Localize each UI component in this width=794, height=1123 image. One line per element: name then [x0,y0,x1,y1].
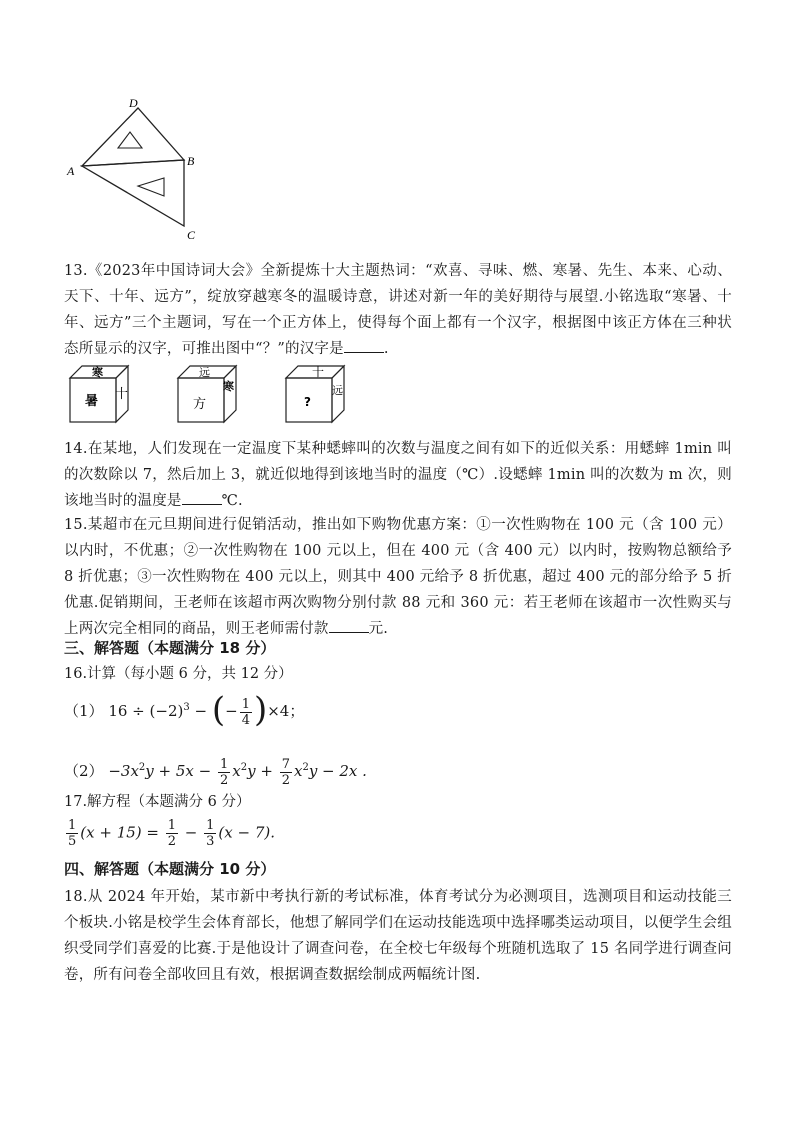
question-14 [64,436,732,514]
q16-p1-b: − [194,702,212,720]
cube-3-top: 十 [312,365,325,379]
q16-p2-d: y + [247,762,278,780]
question-16-part-2: $(2) -3x^2y + 5x$ − $\frac{1}{2}$ $x^2y$ + $\frac{7}{2}$ $x^2y - 2x$ . [64,756,367,788]
question-17-title: 17.解方程（本题满分 6 分） [64,794,251,810]
question-15 [64,512,732,642]
triangle-ruler-figure [60,92,210,242]
q17-fraction-3: $\frac{1}{3}$ [206,818,215,849]
q17-a: (x + 15) = [80,823,164,842]
cube-2-top: 远 [199,366,210,379]
cube-1-front: 暑 [85,394,99,409]
cube-1-right: 十 [115,387,129,402]
q16-p2-fraction-1: $\frac{1}{2}$ [219,756,229,788]
cubes-figure [66,360,366,430]
cube-2-right: 寒 [223,380,234,393]
cube-2-front: 方 [193,397,207,412]
section-3-heading: 三、解答题（本题满分 18 分） [64,639,276,657]
q16-p2-b: y + 5x − [145,762,216,780]
q17-b: − [180,823,203,842]
cube-3-front: ? [304,395,311,409]
question-13-end: . [383,341,389,357]
q16-p1-label: （1） [64,702,104,720]
question-13 [64,258,732,362]
q16-p1-a: 16 ÷ (−2) [108,702,184,720]
q16-p1-fraction: $\frac{1}{4}$ [241,696,250,728]
cube-3 [286,364,344,422]
cube-1-top: 寒 [92,366,103,379]
q16-p1-c: ×4； [267,702,305,720]
q17-fraction-2: $\frac{1}{2}$ [167,818,177,849]
cube-2 [178,366,236,422]
question-14-text: 14.在某地，人们发现在一定温度下某种蟋蟀叫的次数与温度之间有如下的近似关系：用蟋蟀 1min 叫的次数除以 7，然后加上 3，就近似地得到该地当时的温度（℃）.设蟋蟀 1min 叫的次数为 m 次，则该地当时的温度是 [64,441,732,509]
q16-p1-minus: − [225,702,238,720]
question-14-end: ℃. [221,493,243,509]
q16-p2-label: （2） [64,762,104,780]
question-15-text: 15.某超市在元旦期间进行促销活动，推出如下购物优惠方案：①一次性购物在 100 元（含 100 元）以内时，不优惠；②一次性购物在 100 元以上，但在 400 元（含 400 元）以内时，按购物总额给予 8 折优惠；③一次性购物在 400 元以上，则其中 400 元给予 8 折优惠，超过 400 元的部分给予 5 折优惠.促销期间，王老师在该超市两次购物分别付款 88 元和 360 元：若王老师在该超市一次性购买与上两次完全相同的商品，则王老师需付款 [64,517,732,637]
answer-blank-14[interactable] [182,490,222,505]
question-16-title: 16.计算（每小题 6 分，共 12 分） [64,666,293,682]
question-16-part-1: （1） $16 \div (-2)^3$ − (− $\frac{1}{4}$ )×4； [64,690,305,730]
q17-fraction-1: $\frac{1}{5}$ [68,818,77,849]
q16-p1-exp: 3 [183,702,190,713]
cube-1 [70,365,128,422]
cube-3-right: 远 [332,384,343,397]
answer-blank-15[interactable] [329,618,369,633]
label-b: B [187,154,195,168]
q16-p2-f: y − 2x . [308,762,367,780]
question-15-end: 元. [368,621,389,637]
label-d: D [129,96,138,110]
q16-p2-fraction-2: $\frac{7}{2}$ [281,756,290,788]
q17-c: (x − 7). [218,823,276,842]
question-13-text: 13.《2023年中国诗词大会》全新提炼十大主题热词：“欢喜、寻味、燃、寒暑、先生、本来、心动、天下、十年、远方”，绽放穿越寒冬的温暖诗意，讲述对新一年的美好期待与展望.小铭选取“寒暑、十年、远方”三个主题词，写在一个正方体上，使得每个面上都有一个汉字，根据图中该正方体在三种状态所显示的汉字，可推出图中“？”的汉字是 [64,263,732,357]
answer-blank-13[interactable] [344,338,384,353]
q16-p2-a: −3x [108,762,139,780]
question-17-equation [64,818,275,849]
question-18: 18.从 2024 年开始，某市新中考执行新的考试标准，体育考试分为必测项目，选测项目和运动技能三个板块.小铭是校学生会体育部长，他想了解同学们在运动技能选项中选择哪类运动项目，以便学生会组织受同学们喜爱的比赛.于是他设计了调查问卷，在全校七年级每个班随机选取了 15 名同学进行调查问卷，所有问卷全部收回且有效，根据调查数据绘制成两幅统计图. [64,889,732,983]
label-c: C [187,228,196,242]
label-a: A [67,164,75,178]
section-4-heading: 四、解答题（本题满分 10 分） [64,860,276,878]
